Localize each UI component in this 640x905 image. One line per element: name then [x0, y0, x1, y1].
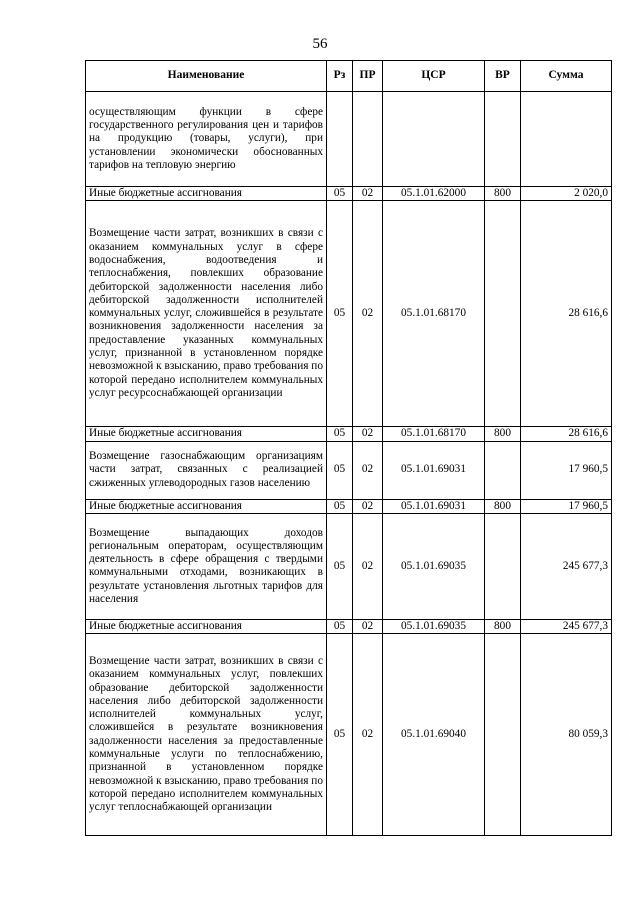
row-vr: 800	[485, 427, 521, 441]
table-row	[86, 441, 612, 499]
row-sum: 17 960,5	[521, 441, 612, 499]
row-rz: 05	[327, 634, 353, 836]
table-row	[86, 499, 612, 513]
row-csr: 05.1.01.62000	[383, 187, 485, 201]
row-pr: 02	[353, 187, 383, 201]
table-row	[86, 187, 612, 201]
row-name: Возмещение части затрат, возникших в связи с оказанием коммунальных услуг в сфере водоснабжения, водоотведения и теплоснабжения, повлекших образование дебиторской задолженности населения либо дебиторской задолженности исполнителей коммунальных услуг, сложившейся в результате возникновения задолженности населения за предоставление указанных коммунальных услуг, признанной в установленном порядке невозможной к взысканию, право требования по которой передано исполнителем коммунальных услуг ресурсоснабжающей организации	[86, 201, 327, 427]
header-sum: Сумма	[521, 61, 612, 92]
row-csr: 05.1.01.69035	[383, 513, 485, 619]
table-row	[86, 619, 612, 633]
row-name: Иные бюджетные ассигнования	[86, 187, 327, 201]
row-csr	[383, 92, 485, 187]
row-pr: 02	[353, 441, 383, 499]
row-pr: 02	[353, 201, 383, 427]
row-sum: 80 059,3	[521, 634, 612, 836]
row-vr	[485, 513, 521, 619]
row-sum: 245 677,3	[521, 513, 612, 619]
row-pr: 02	[353, 499, 383, 513]
row-rz: 05	[327, 441, 353, 499]
row-sum: 245 677,3	[521, 619, 612, 633]
row-vr: 800	[485, 187, 521, 201]
row-rz: 05	[327, 499, 353, 513]
row-sum: 17 960,5	[521, 499, 612, 513]
row-csr: 05.1.01.68170	[383, 201, 485, 427]
row-csr: 05.1.01.69035	[383, 619, 485, 633]
header-name: Наименование	[86, 61, 327, 92]
row-rz: 05	[327, 513, 353, 619]
row-name: Возмещение выпадающих доходов региональным операторам, осуществляющим деятельность в сфере обращения с твердыми коммунальными отходами, возникающих в результате установления льготных тарифов для населения	[86, 513, 327, 619]
row-pr: 02	[353, 427, 383, 441]
row-vr	[485, 441, 521, 499]
row-csr: 05.1.01.69031	[383, 499, 485, 513]
row-name: Возмещение части затрат, возникших в связи с оказанием коммунальных услуг, повлекших образование дебиторской задолженности населения либо дебиторской задолженности исполнителей коммунальных услуг, сложившейся в результате возникновения задолженности населения за предоставленные коммунальные услуги по теплоснабжению, признанной в установленном порядке невозможной к взысканию, право требования по которой передано исполнителем коммунальных услуг теплоснабжающей организации	[86, 634, 327, 836]
header-csr: ЦСР	[383, 61, 485, 92]
row-rz: 05	[327, 201, 353, 427]
row-name: Иные бюджетные ассигнования	[86, 427, 327, 441]
row-pr: 02	[353, 634, 383, 836]
row-vr: 800	[485, 619, 521, 633]
row-vr	[485, 634, 521, 836]
row-name: осуществляющим функции в сфере государственного регулирования цен и тарифов на продукцию (товары, услуги), при установлении экономически обоснованных тарифов на тепловую энергию	[86, 92, 327, 187]
row-rz	[327, 92, 353, 187]
row-sum: 2 020,0	[521, 187, 612, 201]
row-csr: 05.1.01.68170	[383, 427, 485, 441]
row-pr: 02	[353, 619, 383, 633]
table-row	[86, 92, 612, 187]
row-rz: 05	[327, 187, 353, 201]
table-header-row	[86, 61, 612, 92]
row-pr: 02	[353, 513, 383, 619]
page-number: 56	[312, 36, 328, 52]
row-name: Возмещение газоснабжающим организациям части затрат, связанных с реализацией сжиженных углеводородных газов населению	[86, 441, 327, 499]
row-csr: 05.1.01.69031	[383, 441, 485, 499]
row-rz: 05	[327, 427, 353, 441]
table-row	[86, 513, 612, 619]
row-rz: 05	[327, 619, 353, 633]
header-pr: ПР	[353, 61, 383, 92]
row-sum: 28 616,6	[521, 201, 612, 427]
row-vr	[485, 92, 521, 187]
row-name: Иные бюджетные ассигнования	[86, 499, 327, 513]
row-vr	[485, 201, 521, 427]
row-csr: 05.1.01.69040	[383, 634, 485, 836]
row-vr: 800	[485, 499, 521, 513]
header-vr: ВР	[485, 61, 521, 92]
header-rz: Рз	[327, 61, 353, 92]
budget-table	[85, 60, 612, 836]
table-row	[86, 427, 612, 441]
row-pr	[353, 92, 383, 187]
row-name: Иные бюджетные ассигнования	[86, 619, 327, 633]
row-sum: 28 616,6	[521, 427, 612, 441]
table-row	[86, 201, 612, 427]
row-sum	[521, 92, 612, 187]
table-row	[86, 634, 612, 836]
